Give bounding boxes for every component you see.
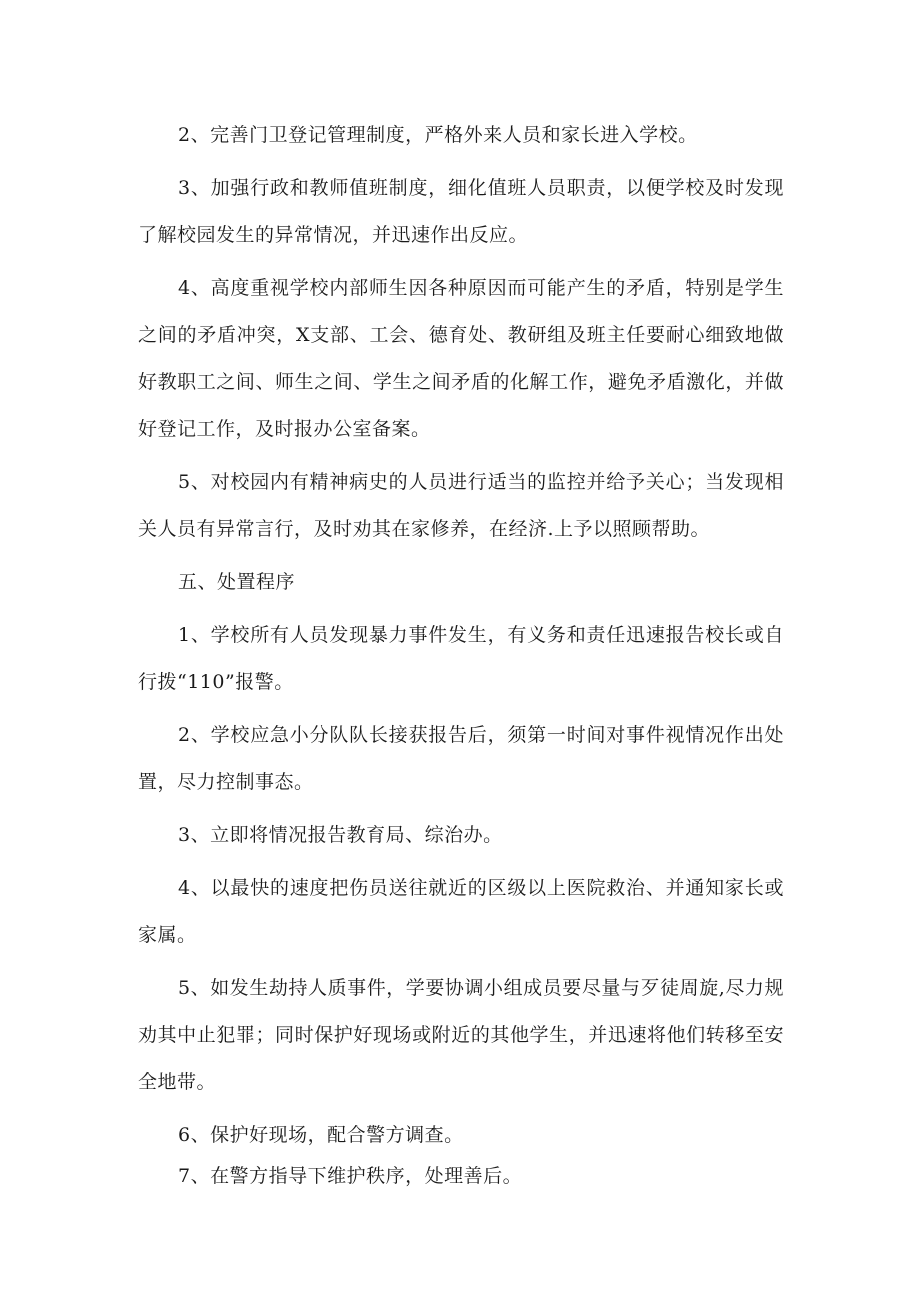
paragraph-gate-registration: 2、完善门卫登记管理制度，严格外来人员和家长进入学校。 (178, 124, 698, 146)
paragraph-conflict-resolution: 4、高度重视学校内部师生因各种原因而可能产生的矛盾，特别是学生之间的矛盾冲突，X支部、工会、德育处、教研组及班主任要耐心细致地做好教职工之间、师生之间、学生之间矛盾的化解工作，避免矛盾激化，并做好登记工作，及时报办公室备案。 (138, 277, 784, 440)
paragraph-emergency-team: 2、学校应急小分队队长接获报告后，须第一时间对事件视情况作出处置，尽力控制事态。 (138, 724, 784, 793)
paragraph-maintain-order: 7、在警方指导下维护秩序，处理善后。 (178, 1165, 523, 1187)
document-body (138, 112, 784, 1200)
paragraph-mental-health: 5、对校园内有精神病史的人员进行适当的监控并给予关心；当发现相关人员有异常言行，及时劝其在家修养，在经济.上予以照顾帮助。 (138, 471, 784, 540)
paragraph-duty-system: 3、加强行政和教师值班制度，细化值班人员职责，以便学校及时发现了解校园发生的异常情况，并迅速作出反应。 (138, 177, 784, 246)
paragraph-report-incident: 1、学校所有人员发现暴力事件发生，有义务和责任迅速报告校长或自行拨“110”报警。 (138, 624, 784, 693)
paragraph-protect-scene: 6、保护好现场，配合警方调查。 (178, 1124, 464, 1146)
section-heading-procedure: 五、处置程序 (178, 571, 296, 593)
paragraph-hostage: 5、如发生劫持人质事件，学要协调小组成员要尽量与歹徒周旋,尽力规劝其中止犯罪；同时保护好现场或附近的其他学生，并迅速将他们转移至安全地带。 (138, 977, 784, 1093)
paragraph-report-bureau: 3、立即将情况报告教育局、综治办。 (178, 824, 503, 846)
paragraph-send-injured: 4、以最快的速度把伤员送往就近的区级以上医院救治、并通知家长或家属。 (138, 877, 784, 946)
